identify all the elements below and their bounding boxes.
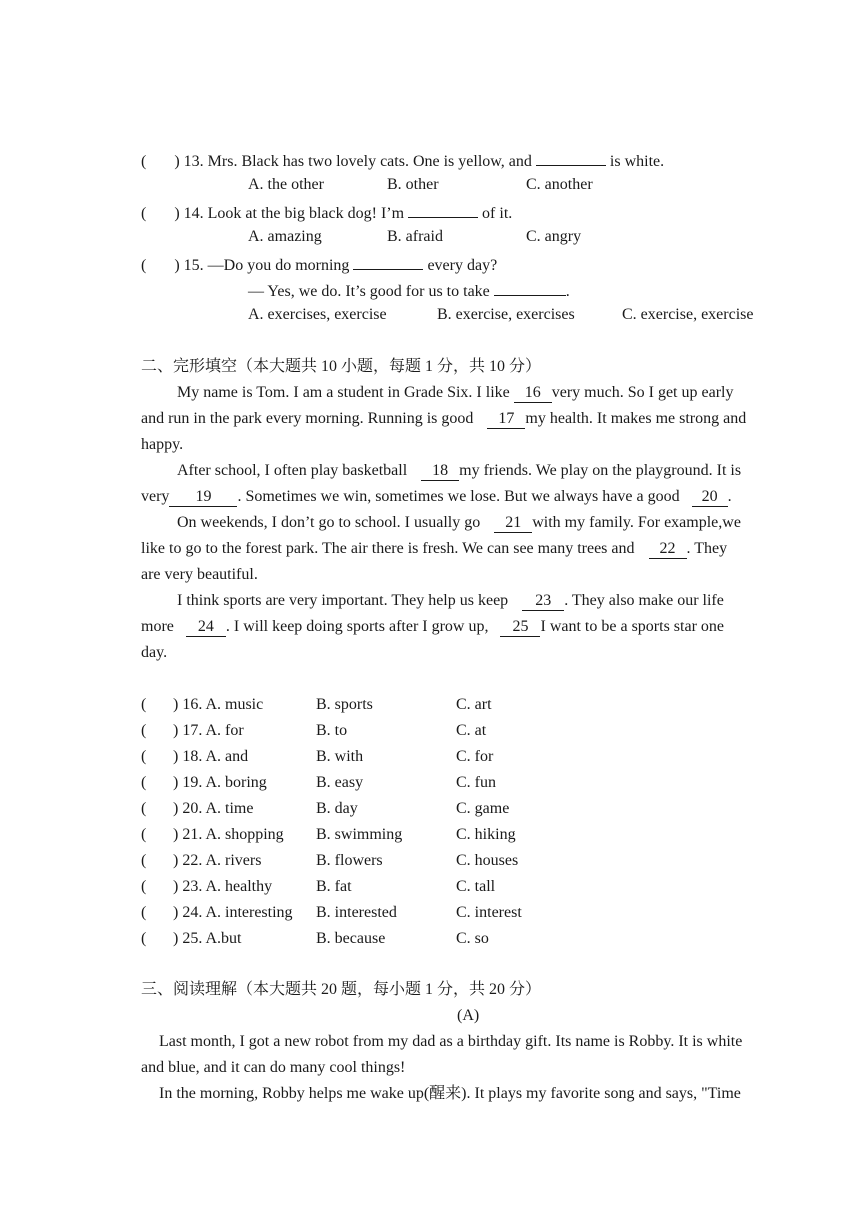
blank-24[interactable]: 24 bbox=[186, 618, 226, 637]
answer-paren-open[interactable]: ( bbox=[141, 153, 147, 170]
option-c[interactable]: C. fun bbox=[456, 774, 496, 791]
option-c[interactable]: C. interest bbox=[456, 904, 522, 921]
option-a[interactable]: ) 17. A. for bbox=[173, 722, 244, 739]
question-13-text: 13. Mrs. Black has two lovely cats. One is yellow, and bbox=[183, 153, 532, 170]
blank-16[interactable]: 16 bbox=[514, 384, 552, 403]
answer-paren-open[interactable]: ( bbox=[141, 205, 147, 222]
option-a[interactable]: ) 22. A. rivers bbox=[173, 852, 262, 869]
option-b[interactable]: B. exercise, exercises bbox=[437, 306, 575, 323]
passage-line: more 24 . I will keep doing sports after I grow up, 25 I want to be a sports star one bbox=[141, 618, 724, 635]
passage-line: happy. bbox=[141, 436, 184, 453]
question-15: ( ) 15. —Do you do morning every day? bbox=[141, 253, 497, 276]
answer-paren[interactable]: ( bbox=[141, 774, 147, 791]
question-14: ( ) 14. Look at the big black dog! I’m of it. bbox=[141, 201, 512, 224]
option-a[interactable]: ) 24. A. interesting bbox=[173, 904, 293, 921]
answer-paren[interactable]: ( bbox=[141, 748, 147, 765]
option-a[interactable]: A. the other bbox=[248, 176, 324, 193]
option-b[interactable]: B. day bbox=[316, 800, 358, 817]
option-c[interactable]: C. tall bbox=[456, 878, 496, 895]
option-b[interactable]: B. with bbox=[316, 748, 364, 765]
option-c[interactable]: C. hiking bbox=[456, 826, 516, 843]
reading-line: and blue, and it can do many cool things! bbox=[141, 1059, 406, 1076]
option-a[interactable]: ) 18. A. and bbox=[173, 748, 249, 765]
passage-line: day. bbox=[141, 644, 168, 661]
answer-paren[interactable]: ( bbox=[141, 878, 147, 895]
option-b[interactable]: B. afraid bbox=[387, 228, 443, 245]
section-3-heading: 三、阅读理解（本大题共 20 题，每小题 1 分，共 20 分） bbox=[141, 981, 542, 998]
option-c[interactable]: C. at bbox=[456, 722, 487, 739]
question-14-text: 14. Look at the big black dog! I’m bbox=[183, 205, 405, 222]
option-b[interactable]: B. to bbox=[316, 722, 348, 739]
answer-blank bbox=[494, 279, 566, 296]
passage-line: very 19 . Sometimes we win, sometimes we lose. But we always have a good 20 . bbox=[141, 488, 732, 505]
question-13: ( ) 13. Mrs. Black has two lovely cats. One is yellow, and is white. bbox=[141, 149, 664, 172]
passage-line: On weekends, I don’t go to school. I usually go 21 with my family. For example,we bbox=[177, 514, 741, 531]
passage-line: After school, I often play basketball 18 my friends. We play on the playground. It is bbox=[177, 462, 742, 479]
answer-paren[interactable]: ( bbox=[141, 930, 147, 947]
option-a[interactable]: ) 16. A. music bbox=[173, 696, 264, 713]
option-b[interactable]: B. swimming bbox=[316, 826, 403, 843]
passage-line: and run in the park every morning. Running is good 17 my health. It makes me strong and bbox=[141, 410, 747, 427]
option-b[interactable]: B. because bbox=[316, 930, 386, 947]
option-b[interactable]: B. flowers bbox=[316, 852, 383, 869]
passage-label: (A) bbox=[457, 1007, 480, 1024]
answer-paren[interactable]: ( bbox=[141, 800, 147, 817]
option-c[interactable]: C. so bbox=[456, 930, 489, 947]
blank-18[interactable]: 18 bbox=[421, 462, 459, 481]
option-b[interactable]: B. other bbox=[387, 176, 439, 193]
option-c[interactable]: C. houses bbox=[456, 852, 519, 869]
blank-23[interactable]: 23 bbox=[522, 592, 564, 611]
section-2-heading: 二、完形填空（本大题共 10 小题，每题 1 分，共 10 分） bbox=[141, 358, 542, 375]
option-a[interactable]: ) 20. A. time bbox=[173, 800, 254, 817]
answer-paren[interactable]: ( bbox=[141, 904, 147, 921]
blank-25[interactable]: 25 bbox=[500, 618, 540, 637]
reading-line: In the morning, Robby helps me wake up(醒来). It plays my favorite song and says, "Time bbox=[159, 1085, 741, 1102]
option-c[interactable]: C. art bbox=[456, 696, 492, 713]
option-a[interactable]: ) 19. A. boring bbox=[173, 774, 267, 791]
blank-20[interactable]: 20 bbox=[692, 488, 728, 507]
reading-line: Last month, I got a new robot from my dad as a birthday gift. Its name is Robby. It is white bbox=[159, 1033, 743, 1050]
blank-21[interactable]: 21 bbox=[494, 514, 532, 533]
blank-22[interactable]: 22 bbox=[649, 540, 687, 559]
option-a[interactable]: A. exercises, exercise bbox=[248, 306, 387, 323]
option-a[interactable]: A. amazing bbox=[248, 228, 322, 245]
passage-line: like to go to the forest park. The air there is fresh. We can see many trees and 22 . They bbox=[141, 540, 728, 557]
answer-paren[interactable]: ( bbox=[141, 852, 147, 869]
answer-blank bbox=[536, 149, 606, 166]
blank-17[interactable]: 17 bbox=[487, 410, 525, 429]
option-b[interactable]: B. interested bbox=[316, 904, 397, 921]
question-15-reply: — Yes, we do. It’s good for us to take . bbox=[248, 279, 570, 302]
option-b[interactable]: B. easy bbox=[316, 774, 364, 791]
answer-paren-open[interactable]: ( bbox=[141, 257, 147, 274]
passage-line: My name is Tom. I am a student in Grade Six. I like 16 very much. So I get up early bbox=[177, 384, 734, 401]
option-a[interactable]: ) 25. A.but bbox=[173, 930, 242, 947]
option-a[interactable]: ) 23. A. healthy bbox=[173, 878, 273, 895]
question-15-text: 15. —Do you do morning bbox=[183, 257, 350, 274]
blank-19[interactable]: 19 bbox=[169, 488, 237, 507]
option-c[interactable]: C. another bbox=[526, 176, 593, 193]
option-b[interactable]: B. sports bbox=[316, 696, 373, 713]
option-a[interactable]: ) 21. A. shopping bbox=[173, 826, 284, 843]
passage-line: are very beautiful. bbox=[141, 566, 258, 583]
answer-paren[interactable]: ( bbox=[141, 722, 147, 739]
answer-blank bbox=[353, 253, 423, 270]
option-c[interactable]: C. game bbox=[456, 800, 510, 817]
answer-blank bbox=[408, 201, 478, 218]
option-c[interactable]: C. for bbox=[456, 748, 494, 765]
answer-paren[interactable]: ( bbox=[141, 826, 147, 843]
option-c[interactable]: C. exercise, exercise bbox=[622, 306, 754, 323]
option-c[interactable]: C. angry bbox=[526, 228, 582, 245]
passage-line: I think sports are very important. They help us keep 23 . They also make our life bbox=[177, 592, 724, 609]
option-b[interactable]: B. fat bbox=[316, 878, 352, 895]
answer-paren[interactable]: ( bbox=[141, 696, 147, 713]
